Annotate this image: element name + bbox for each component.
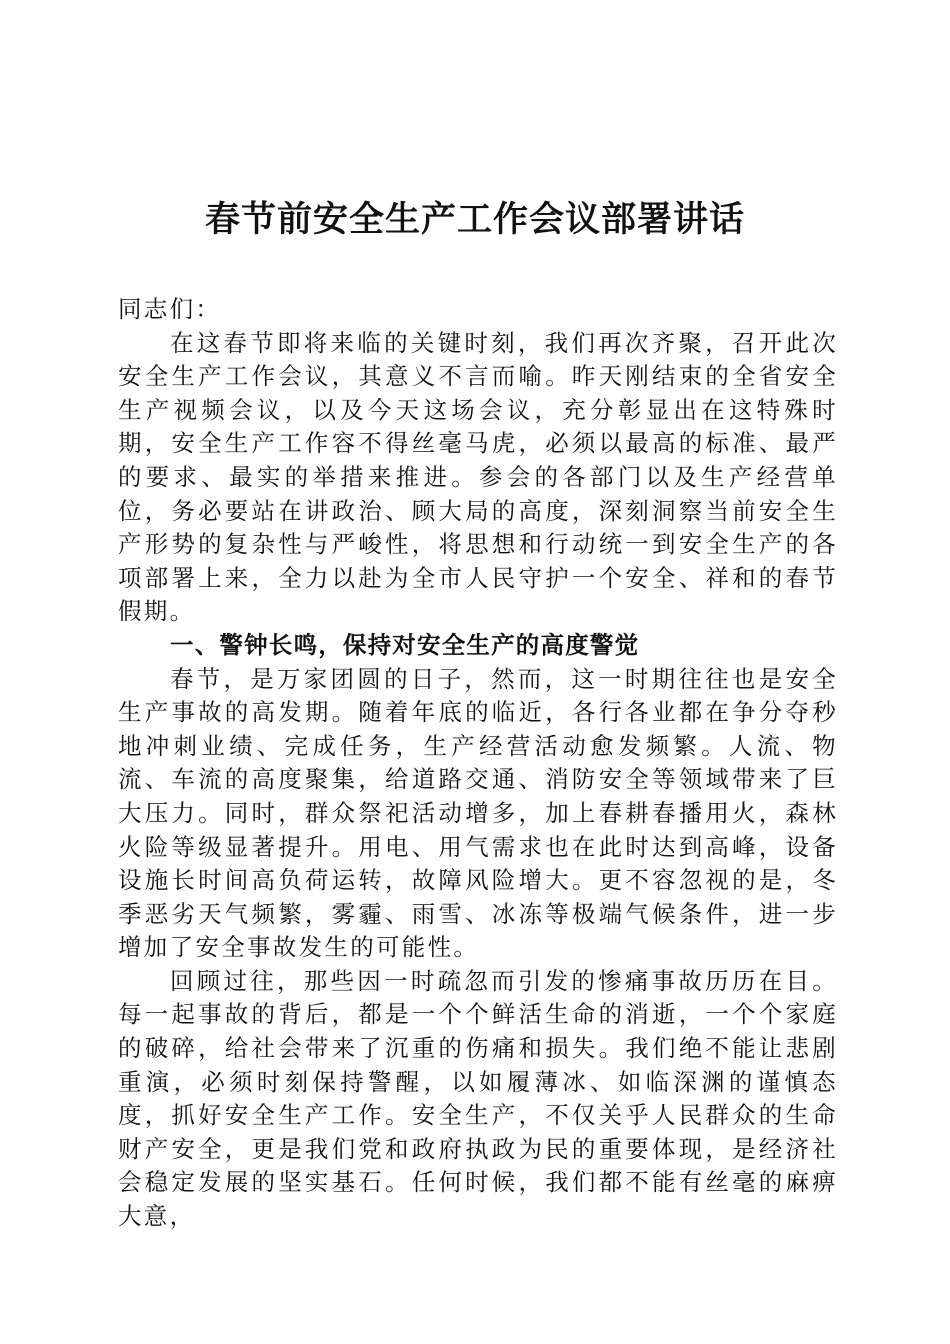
- document-title: 春节前安全生产工作会议部署讲话: [204, 199, 745, 240]
- paragraph-intro: 在这春节即将来临的关键时刻，我们再次齐聚，召开此次安全生产工作会议，其意义不言而喻。昨天刚结束的全省安全生产视频会议，以及今天这场会议，充分彰显出在这特殊时期，安全生产工作容不得丝毫马虎，必须以最高的标准、最严的要求、最实的举措来推进。参会的各部门以及生产经营单位，务必要站在讲政治、顾大局的高度，深刻洞察当前安全生产形势的复杂性与严峻性，将思想和行动统一到安全生产的各项部署上来，全力以赴为全市人民守护一个安全、祥和的春节假期。: [118, 328, 838, 626]
- paragraph-lessons-review: 回顾过往，那些因一时疏忽而引发的惨痛事故历历在目。每一起事故的背后，都是一个个鲜活生命的消逝，一个个家庭的破碎，给社会带来了沉重的伤痛和损失。我们绝不能让悲剧重演，必须时刻保持警醒，以如履薄冰、如临深渊的谨慎态度，抓好安全生产工作。安全生产，不仅关乎人民群众的生命财产安全，更是我们党和政府执政为民的重要体现，是经济社会稳定发展的坚实基石。任何时候，我们都不能有丝毫的麻痹大意，: [118, 966, 838, 1231]
- paragraph-spring-festival-risks: 春节，是万家团圆的日子，然而，这一时期往往也是安全生产事故的高发期。随着年底的临近，各行各业都在争分夺秒地冲刺业绩、完成任务，生产经营活动愈发频繁。人流、物流、车流的高度聚集，给道路交通、消防安全等领域带来了巨大压力。同时，群众祭祀活动增多，加上春耕春播用火，森林火险等级显著提升。用电、用气需求也在此时达到高峰，设备设施长时间高负荷运转，故障风险增大。更不容忽视的是，冬季恶劣天气频繁，雾霾、雨雪、冰冻等极端气候条件，进一步增加了安全事故发生的可能性。: [118, 664, 838, 962]
- salutation: 同志们：: [118, 295, 222, 323]
- section-heading-1: 一、警钟长鸣，保持对安全生产的高度警觉: [170, 630, 640, 659]
- document-body: [118, 293, 838, 1234]
